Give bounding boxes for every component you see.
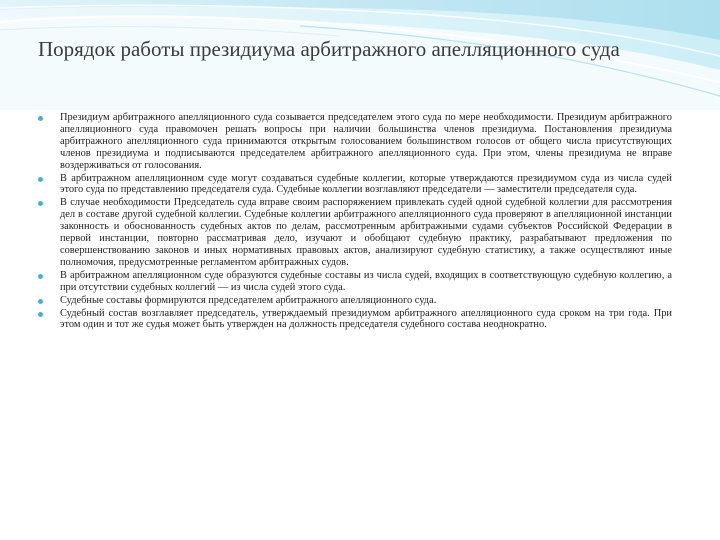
bullet-icon bbox=[38, 312, 43, 317]
list-item bbox=[36, 295, 672, 307]
list-item bbox=[36, 173, 672, 197]
bullet-icon bbox=[38, 201, 43, 206]
bullet-icon bbox=[38, 299, 43, 304]
list-item bbox=[36, 308, 672, 332]
list-item bbox=[36, 270, 672, 294]
bullet-icon bbox=[38, 116, 43, 121]
list-item-text: Судебный состав возглавляет председатель, утверждаемый президиумом арбитражного апелляционного суда сроком на три года. При этом один и тот же судья может быть утвержден на должность председателя судебного состава неоднократно. bbox=[60, 307, 672, 331]
slide-title: Порядок работы президиума арбитражного апелляционного суда bbox=[38, 37, 620, 61]
bullet-icon bbox=[38, 274, 43, 279]
list-item-text: Судебные составы формируются председателем арбитражного апелляционного суда. bbox=[60, 294, 437, 306]
list-item bbox=[36, 112, 672, 172]
bullet-list bbox=[36, 112, 672, 332]
list-item-text: В арбитражном апелляционном суде образуются судебные составы из числа судей, входящих в соответствующую судебную коллегию, а при отсутствии судебных коллегий — из числа судей этого суда. bbox=[60, 269, 672, 293]
list-item-text: В случае необходимости Председатель суда вправе своим распоряжением привлекать судей одной судебной коллегии для рассмотрения дел в составе другой судебной коллегии. Судебные коллегии арбитражного апелляционного суда проверяют в апелляционной инстанции законность и обоснованность судебных актов по делам, рассмотренным арбитражными судами субъектов Российской Федерации в первой инстанции, повторно рассматривая дело, изучают и обобщают судебную практику, разрабатывают предложения по совершенствованию законов и иных нормативных правовых актов, анализируют судебную статистику, а также осуществляют иные полномочия, предусмотренные регламентом арбитражных судов. bbox=[60, 197, 672, 268]
bullet-icon bbox=[38, 177, 43, 182]
list-item bbox=[36, 197, 672, 268]
list-item-text: В арбитражном апелляционном суде могут создаваться судебные коллегии, которые утверждаются президиумом суда из числа судей этого суда по представлению председателя суда. Судебные коллегии возглавляют председатели — заместители председателя суда. bbox=[60, 172, 672, 196]
list-item-text: Президиум арбитражного апелляционного суда созывается председателем этого суда по мере необходимости. Президиум арбитражного апелляционного суда правомочен решать вопросы при наличии большинства членов президиума. Постановления президиума арбитражного апелляционного суда принимаются открытым голосованием большинством голосов от общего числа присутствующих членов президиума и подписываются председателем арбитражного апелляционного суда. При этом, члены президиума не вправе воздерживаться от голосования. bbox=[60, 112, 672, 171]
